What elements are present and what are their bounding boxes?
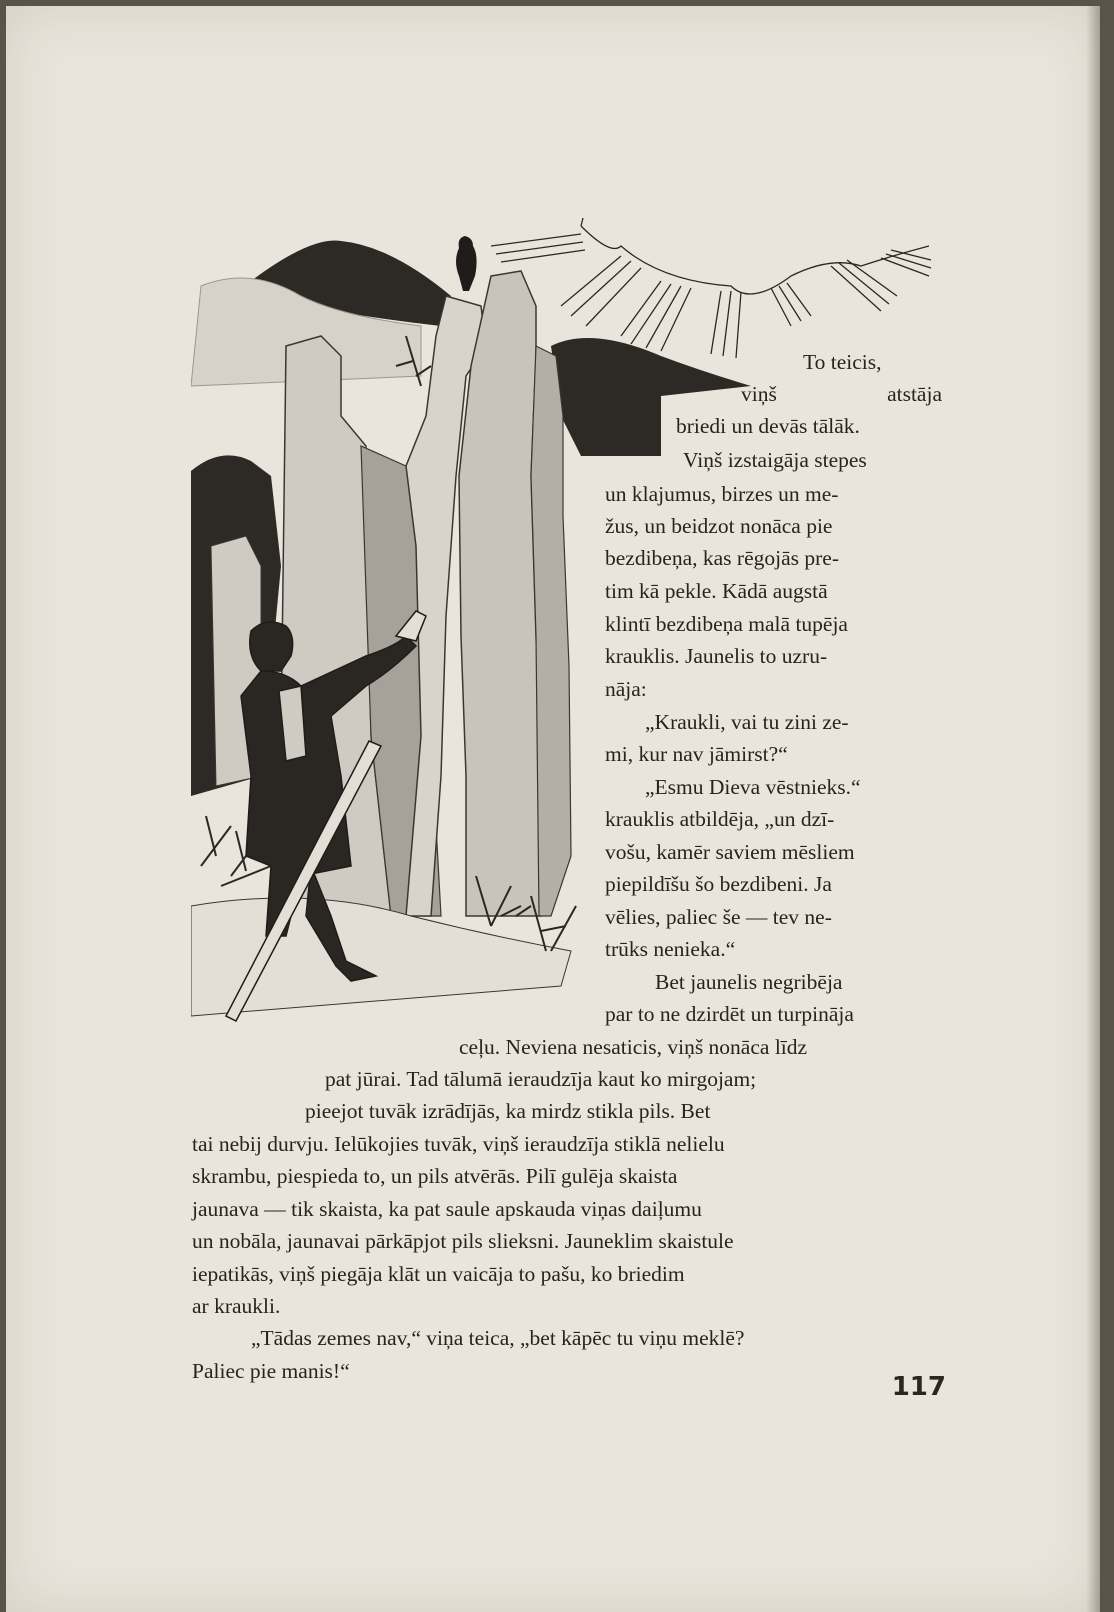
word: viņš <box>741 382 777 406</box>
text-line: mi, kur nav jāmirst?“ <box>605 742 788 766</box>
book-page <box>6 6 1100 1612</box>
text-line: par to ne dzirdēt un turpināja <box>605 1002 854 1026</box>
text-line: Paliec pie manis!“ <box>192 1359 350 1383</box>
text-line: To teicis, <box>803 350 882 374</box>
text-line: nāja: <box>605 677 647 701</box>
text-line: pat jūrai. Tad tālumā ieraudzīja kaut ko mirgojam; <box>325 1067 757 1091</box>
text-line: piepildīšu šo bezdibeni. Ja <box>605 872 832 896</box>
text-line: iepatikās, viņš piegāja klāt un vaicāja to pašu, ko briedim <box>192 1262 685 1286</box>
word: atstāja <box>887 382 942 406</box>
text-line: tim kā pekle. Kādā augstā <box>605 579 828 603</box>
text-line <box>741 384 942 406</box>
text-line: Viņš izstaigāja stepes <box>683 448 867 472</box>
page-number: 117 <box>891 1372 946 1402</box>
text-line: pieejot tuvāk izrādījās, ka mirdz stikla pils. Bet <box>305 1099 711 1123</box>
text-line: vošu, kamēr saviem mēsliem <box>605 840 855 864</box>
text-line: ar kraukli. <box>192 1294 281 1318</box>
text-line: klintī bezdibeņa malā tupēja <box>605 612 848 636</box>
rock-pillar-tall <box>459 271 541 916</box>
text-line: Bet jaunelis negribēja <box>655 970 843 994</box>
sun-rays <box>491 218 931 358</box>
illustration-raven-and-youth <box>191 216 961 1056</box>
text-line: trūks nenieka.“ <box>605 937 736 961</box>
text-line: žus, un beidzot nonāca pie <box>605 514 833 538</box>
text-line: vēlies, paliec še — tev ne- <box>605 905 832 929</box>
text-line: skrambu, piespieda to, un pils atvērās. Pilī gulēja skaista <box>192 1164 678 1188</box>
text-line: „Kraukli, vai tu zini ze- <box>645 710 849 734</box>
text-line: „Esmu Dieva vēstnieks.“ <box>645 775 861 799</box>
text-line: tai nebij durvju. Ielūkojies tuvāk, viņš ieraudzīja stiklā nelielu <box>192 1132 725 1156</box>
dark-mountain-right <box>551 338 751 456</box>
text-line: un klajumus, birzes un me- <box>605 482 839 506</box>
raven-icon <box>456 236 477 291</box>
text-line: krauklis. Jaunelis to uzru- <box>605 644 828 668</box>
text-line: „Tādas zemes nav,“ viņa teica, „bet kāpēc tu viņu meklē? <box>251 1326 745 1350</box>
text-line: bezdibeņa, kas rēgojās pre- <box>605 546 840 570</box>
text-line: briedi un devās tālāk. <box>676 414 860 438</box>
text-line: un nobāla, jaunavai pārkāpjot pils slieksni. Jauneklim skaistule <box>192 1229 734 1253</box>
text-line: krauklis atbildēja, „un dzī- <box>605 807 835 831</box>
text-line: jaunava — tik skaista, ka pat saule apskauda viņas daiļumu <box>192 1197 702 1221</box>
text-line: ceļu. Neviena nesaticis, viņš nonāca līdz <box>459 1035 808 1059</box>
